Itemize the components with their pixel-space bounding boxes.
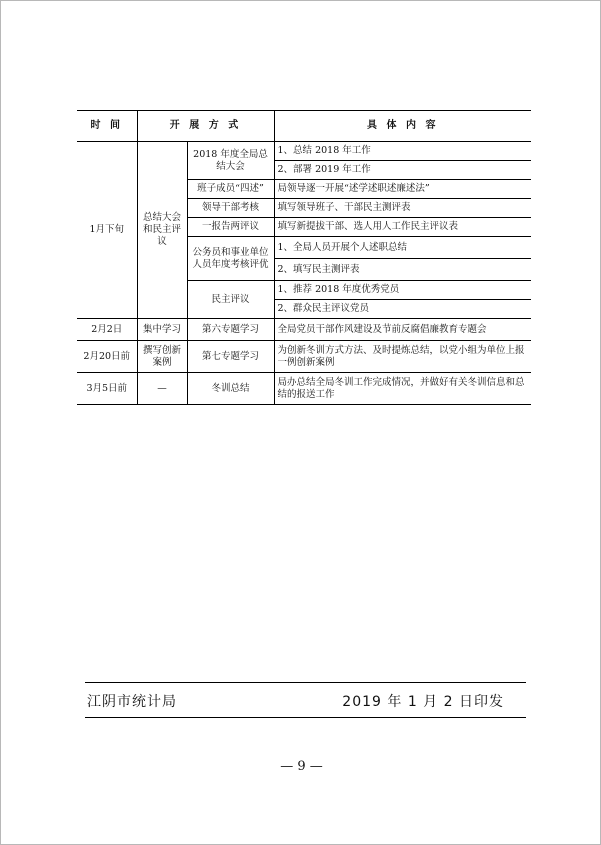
table-row bbox=[77, 142, 531, 161]
cell-sub-method: 公务员和事业单位人员年度考核评优 bbox=[187, 237, 274, 281]
issue-date: 2019 年 1 月 2 日印发 bbox=[342, 694, 504, 710]
cell-sub-method: 领导干部考核 bbox=[187, 199, 274, 218]
cell-time: 2月2日 bbox=[77, 319, 137, 341]
issuance-footer bbox=[85, 682, 526, 718]
cell-time: 3月5日前 bbox=[77, 373, 137, 405]
cell-content: 2、群众民主评议党员 bbox=[274, 300, 531, 319]
cell-content: 2、填写民主测评表 bbox=[274, 259, 531, 281]
cell-sub-method: 民主评议 bbox=[187, 281, 274, 319]
cell-sub-method: 冬训总结 bbox=[187, 373, 274, 405]
cell-sub-method: 2018 年度全局总结大会 bbox=[187, 142, 274, 180]
cell-method: 总结大会和民主评议 bbox=[137, 142, 187, 319]
cell-method: — bbox=[137, 373, 187, 405]
header-time: 时 间 bbox=[77, 111, 137, 142]
cell-content: 填写新提拔干部、选人用人工作民主评议表 bbox=[274, 218, 531, 237]
table-row bbox=[77, 341, 531, 373]
table-header-row bbox=[77, 111, 531, 142]
cell-content: 为创新冬训方式方法、及时提炼总结，以党小组为单位上报一例创新案例 bbox=[274, 341, 531, 373]
cell-sub-method: 一报告两评议 bbox=[187, 218, 274, 237]
cell-sub-method: 第六专题学习 bbox=[187, 319, 274, 341]
table-row bbox=[77, 319, 531, 341]
header-method: 开 展 方 式 bbox=[137, 111, 274, 142]
cell-content: 2、部署 2019 年工作 bbox=[274, 161, 531, 180]
cell-content: 1、全局人员开展个人述职总结 bbox=[274, 237, 531, 259]
cell-content: 填写领导班子、干部民主测评表 bbox=[274, 199, 531, 218]
cell-content: 局办总结全局冬训工作完成情况，并做好有关冬训信息和总结的报送工作 bbox=[274, 373, 531, 405]
cell-method: 集中学习 bbox=[137, 319, 187, 341]
cell-content: 1、总结 2018 年工作 bbox=[274, 142, 531, 161]
cell-sub-method: 第七专题学习 bbox=[187, 341, 274, 373]
header-content: 具 体 内 容 bbox=[274, 111, 531, 142]
winter-training-schedule-table bbox=[77, 110, 531, 405]
cell-sub-method: 班子成员“四述” bbox=[187, 180, 274, 199]
cell-content: 1、推荐 2018 年度优秀党员 bbox=[274, 281, 531, 300]
cell-content: 全局党员干部作风建设及节前反腐倡廉教育专题会 bbox=[274, 319, 531, 341]
table-row bbox=[77, 373, 531, 405]
page-number: — 9 — bbox=[280, 759, 323, 774]
cell-time: 2月20日前 bbox=[77, 341, 137, 373]
cell-method: 撰写创新案例 bbox=[137, 341, 187, 373]
cell-time: 1月下旬 bbox=[77, 142, 137, 319]
issuer-name: 江阴市统计局 bbox=[87, 694, 177, 710]
cell-content: 局领导逐一开展“述学述职述廉述法” bbox=[274, 180, 531, 199]
